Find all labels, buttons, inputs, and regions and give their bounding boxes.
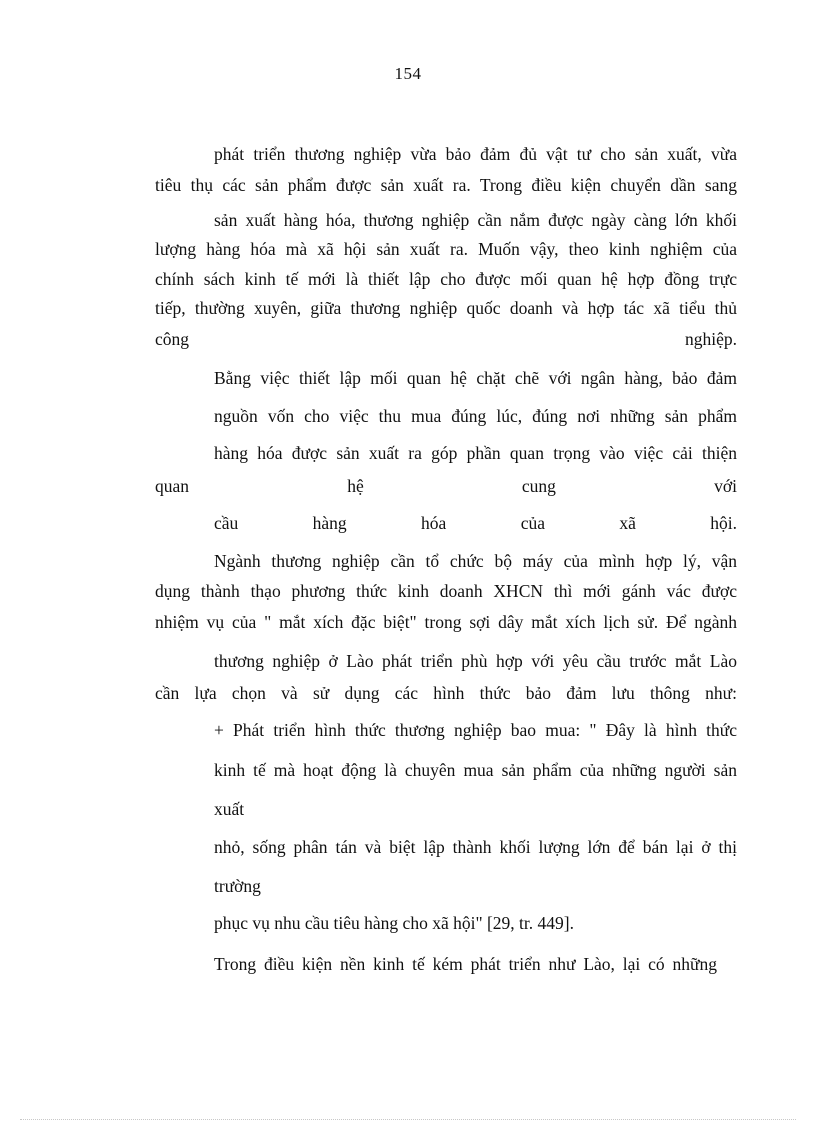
page-number: 154 — [394, 64, 422, 83]
text-line: cầu hàng hóa của xã hội. — [214, 513, 737, 533]
text-line: quan hệ cung với — [155, 476, 737, 496]
text-line: tiêu thụ các sản phẩm được sản xuất ra. Trong điều kiện chuyển dần sang — [155, 175, 737, 195]
text-line: nhiệm vụ của " mắt xích đặc biệt" trong sợi dây mắt xích lịch sử. Để ngành — [155, 612, 737, 632]
text-line: Trong điều kiện nền kinh tế kém phát triển như Lào, lại có những — [214, 954, 717, 974]
text-line: phát triển thương nghiệp vừa bảo đảm đủ vật tư cho sản xuất, vừa — [214, 144, 737, 164]
text-line: kinh tế mà hoạt động là chuyên mua sản phẩm của những người sản — [214, 760, 737, 780]
text-line: chính sách kinh tế mới là thiết lập cho được mối quan hệ hợp đồng trực — [155, 269, 737, 289]
text-line: phục vụ nhu cầu tiêu hàng cho xã hội" [29, tr. 449]. — [214, 913, 574, 933]
text-line: lượng hàng hóa mà xã hội sản xuất ra. Muốn vậy, theo kinh nghiệm của — [155, 239, 737, 259]
page-bottom-rule — [20, 1119, 796, 1120]
text-line: Bằng việc thiết lập mối quan hệ chặt chẽ với ngân hàng, bảo đảm — [214, 368, 737, 388]
text-line: tiếp, thường xuyên, giữa thương nghiệp quốc doanh và hợp tác xã tiểu thủ — [155, 298, 737, 318]
text-line: dụng thành thạo phương thức kinh doanh XHCN thì mới gánh vác được — [155, 581, 737, 601]
text-line: Ngành thương nghiệp cần tổ chức bộ máy của mình hợp lý, vận — [214, 551, 737, 571]
text-line: nhỏ, sống phân tán và biệt lập thành khối lượng lớn để bán lại ở thị — [214, 837, 737, 857]
text-line: trường — [214, 876, 261, 896]
text-line: + Phát triển hình thức thương nghiệp bao mua: " Đây là hình thức — [214, 720, 737, 740]
text-line: sản xuất hàng hóa, thương nghiệp cần nắm được ngày càng lớn khối — [214, 210, 737, 230]
text-line: xuất — [214, 799, 245, 819]
text-line: nguồn vốn cho việc thu mua đúng lúc, đúng nơi những sản phẩm — [214, 406, 737, 426]
text-line: công nghiệp. — [155, 329, 737, 349]
text-line: thương nghiệp ở Lào phát triển phù hợp với yêu cầu trước mắt Lào — [214, 651, 737, 671]
text-line: hàng hóa được sản xuất ra góp phần quan trọng vào việc cải thiện — [214, 443, 737, 463]
text-line: cần lựa chọn và sử dụng các hình thức bảo đảm lưu thông như: — [155, 683, 737, 703]
